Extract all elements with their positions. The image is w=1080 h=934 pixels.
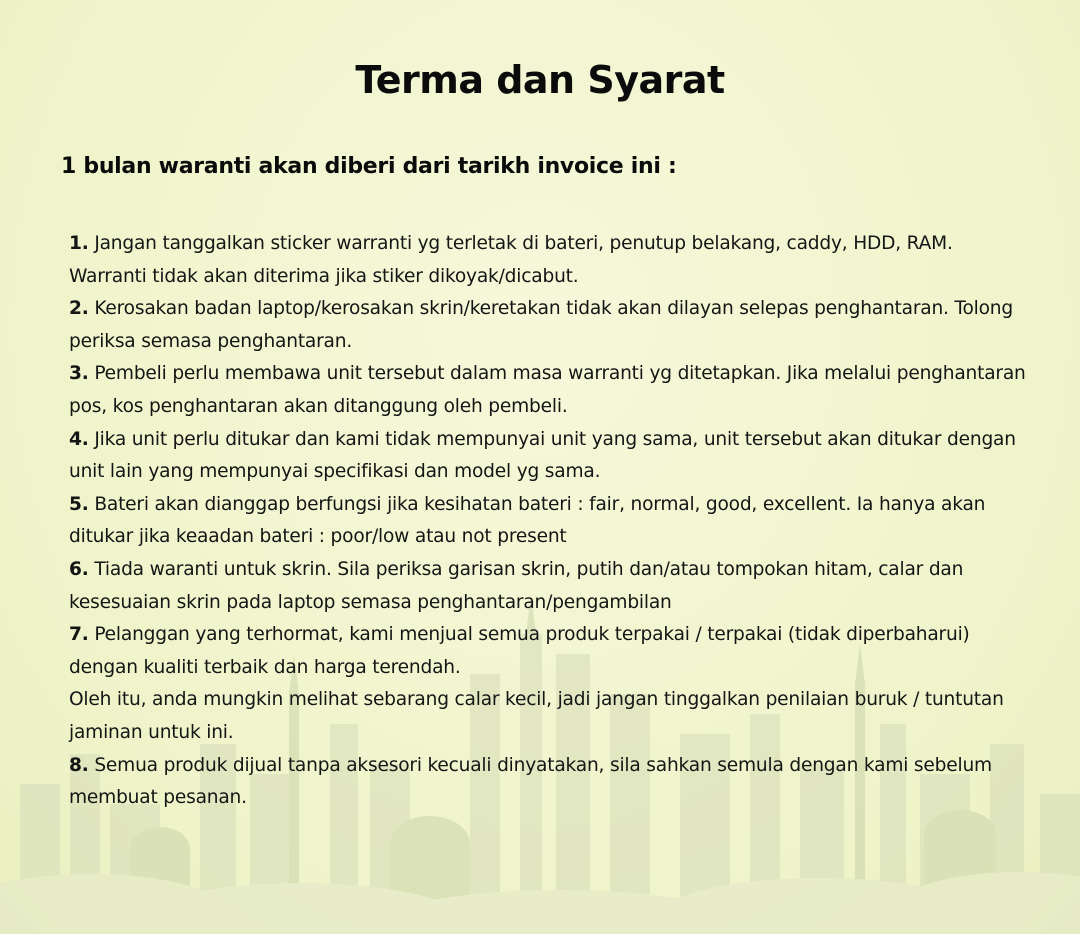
term-text: Jika unit perlu ditukar dan kami tidak mempunyai unit yang sama, unit tersebut akan ditukar dengan unit lain yang mempunyai specifikasi dan model yg sama. xyxy=(69,428,1016,483)
term-text: Semua produk dijual tanpa aksesori kecuali dinyatakan, sila sahkan semula dengan kami sebelum membuat pesanan. xyxy=(69,754,992,809)
term-number: 7. xyxy=(69,624,89,646)
term-number: 5. xyxy=(69,493,89,515)
term-item xyxy=(69,293,1029,358)
term-item xyxy=(69,358,1029,423)
terms-list xyxy=(69,228,1029,815)
term-text: Jangan tanggalkan sticker warranti yg terletak di bateri, penutup belakang, caddy, HDD, RAM. Warranti tidak akan diterima jika stiker dikoyak/dicabut. xyxy=(69,233,953,287)
term-continuation: Oleh itu, anda mungkin melihat sebarang calar kecil, jadi jangan tinggalkan penilaian buruk / tuntutan jaminan untuk ini. xyxy=(69,689,1004,743)
term-item xyxy=(69,424,1029,489)
term-text: Pelanggan yang terhormat, kami menjual semua produk terpakai / terpakai (tidak diperbaharui) dengan kualiti terbaik dan harga terendah. xyxy=(69,624,970,678)
term-number: 2. xyxy=(69,298,89,320)
term-text: Tiada waranti untuk skrin. Sila periksa garisan skrin, putih dan/atau tompokan hitam, calar dan kesesuaian skrin pada laptop semasa penghantaran/pengambilan xyxy=(69,558,964,613)
document-title: Terma dan Syarat xyxy=(355,58,725,102)
term-item xyxy=(69,619,1029,684)
term-text: Kerosakan badan laptop/kerosakan skrin/keretakan tidak akan dilayan selepas penghantaran. Tolong periksa semasa penghantaran. xyxy=(69,298,1013,352)
term-number: 8. xyxy=(69,754,89,776)
term-text: Bateri akan dianggap berfungsi jika kesihatan bateri : fair, normal, good, excellent. Ia hanya akan ditukar jika keaadan bateri : poor/low atau not present xyxy=(69,493,986,548)
term-number: 1. xyxy=(69,233,89,254)
term-item xyxy=(69,489,1029,554)
term-item xyxy=(69,750,1029,815)
term-item xyxy=(69,228,1029,293)
term-item xyxy=(69,554,1029,619)
warranty-statement: 1 bulan waranti akan diberi dari tarikh invoice ini : xyxy=(61,154,677,179)
term-number: 3. xyxy=(69,363,89,385)
term-text: Pembeli perlu membawa unit tersebut dalam masa warranti yg ditetapkan. Jika melalui penghantaran pos, kos penghantaran akan ditanggung oleh pembeli. xyxy=(69,363,1026,417)
term-number: 4. xyxy=(69,428,89,450)
term-number: 6. xyxy=(69,558,89,580)
